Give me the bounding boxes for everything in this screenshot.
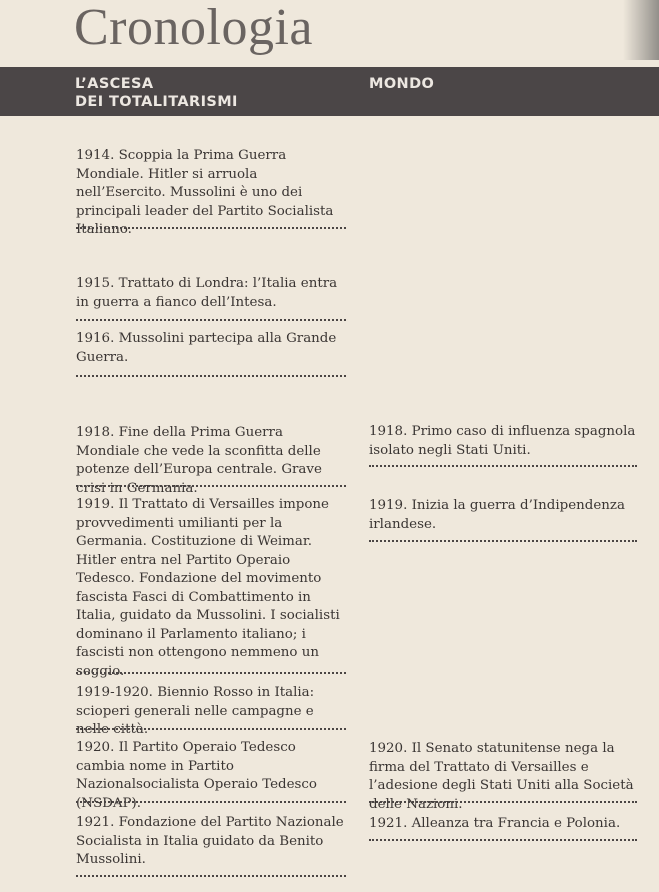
timeline-entry-1916: 1916. Mussolini partecipa alla Grande Guerra. [76,331,337,365]
dotted-divider [76,672,346,674]
dotted-divider [76,485,346,487]
page-edge-shadow [623,0,659,60]
timeline-entry-1919-1920: 1919-1920. Biennio Rosso in Italia: scioperi generali nelle campagne e nelle città. [76,685,315,737]
dotted-divider [369,801,637,803]
timeline-entry-1914: 1914. Scoppia la Prima Guerra Mondiale. Hitler si arruola nell’Esercito. Mussolini è uno dei principali leader del Partito Socialista Italiano. [76,148,334,237]
world-entry-1919: 1919. Inizia la guerra d’Indipendenza irlandese. [369,498,625,532]
world-entry-1921: 1921. Alleanza tra Francia e Polonia. [369,816,621,831]
timeline-entry-1920: 1920. Il Partito Operaio Tedesco cambia nome in Partito Nazionalsocialista Operaio Tedesco (NSDAP). [76,740,317,811]
dotted-divider [369,839,637,841]
column-header-left [75,75,275,111]
timeline-entry-1921: 1921. Fondazione del Partito Nazionale Socialista in Italia guidato da Benito Mussolini. [76,815,344,867]
column-header-left-line1: L’ASCESA [75,76,154,92]
world-entry-1918: 1918. Primo caso di influenza spagnola isolato negli Stati Uniti. [369,424,636,458]
timeline-entry-1918: 1918. Fine della Prima Guerra Mondiale che vede la sconfitta delle potenze dell’Europa centrale. Grave crisi in Germania. [76,425,322,496]
dotted-divider [369,465,637,467]
dotted-divider [76,227,346,229]
column-header-left-line2: DEI TOTALITARISMI [75,94,238,110]
dotted-divider [76,319,346,321]
dotted-divider [76,375,346,377]
dotted-divider [76,728,346,730]
column-header-right: MONDO [369,76,435,92]
dotted-divider [76,801,346,803]
dotted-divider [76,875,346,877]
world-entry-1920: 1920. Il Senato statunitense nega la firma del Trattato di Versailles e l’adesione degli Stati Uniti alla Società delle Nazioni. [369,741,634,812]
timeline-entry-1919: 1919. Il Trattato di Versailles impone provvedimenti umilianti per la Germania. Costituzione di Weimar. Hitler entra nel Partito Operaio Tedesco. Fondazione del movimento fascista Fasci di Combattimento in Italia, guidato da Mussolini. I socialisti dominano il Parlamento italiano; i fascisti non ottengono nemmeno un seggio. [76,497,340,679]
timeline-entry-1915: 1915. Trattato di Londra: l’Italia entra in guerra a fianco dell’Intesa. [76,276,338,310]
dotted-divider [369,540,637,542]
page-title: Cronologia [74,0,313,56]
